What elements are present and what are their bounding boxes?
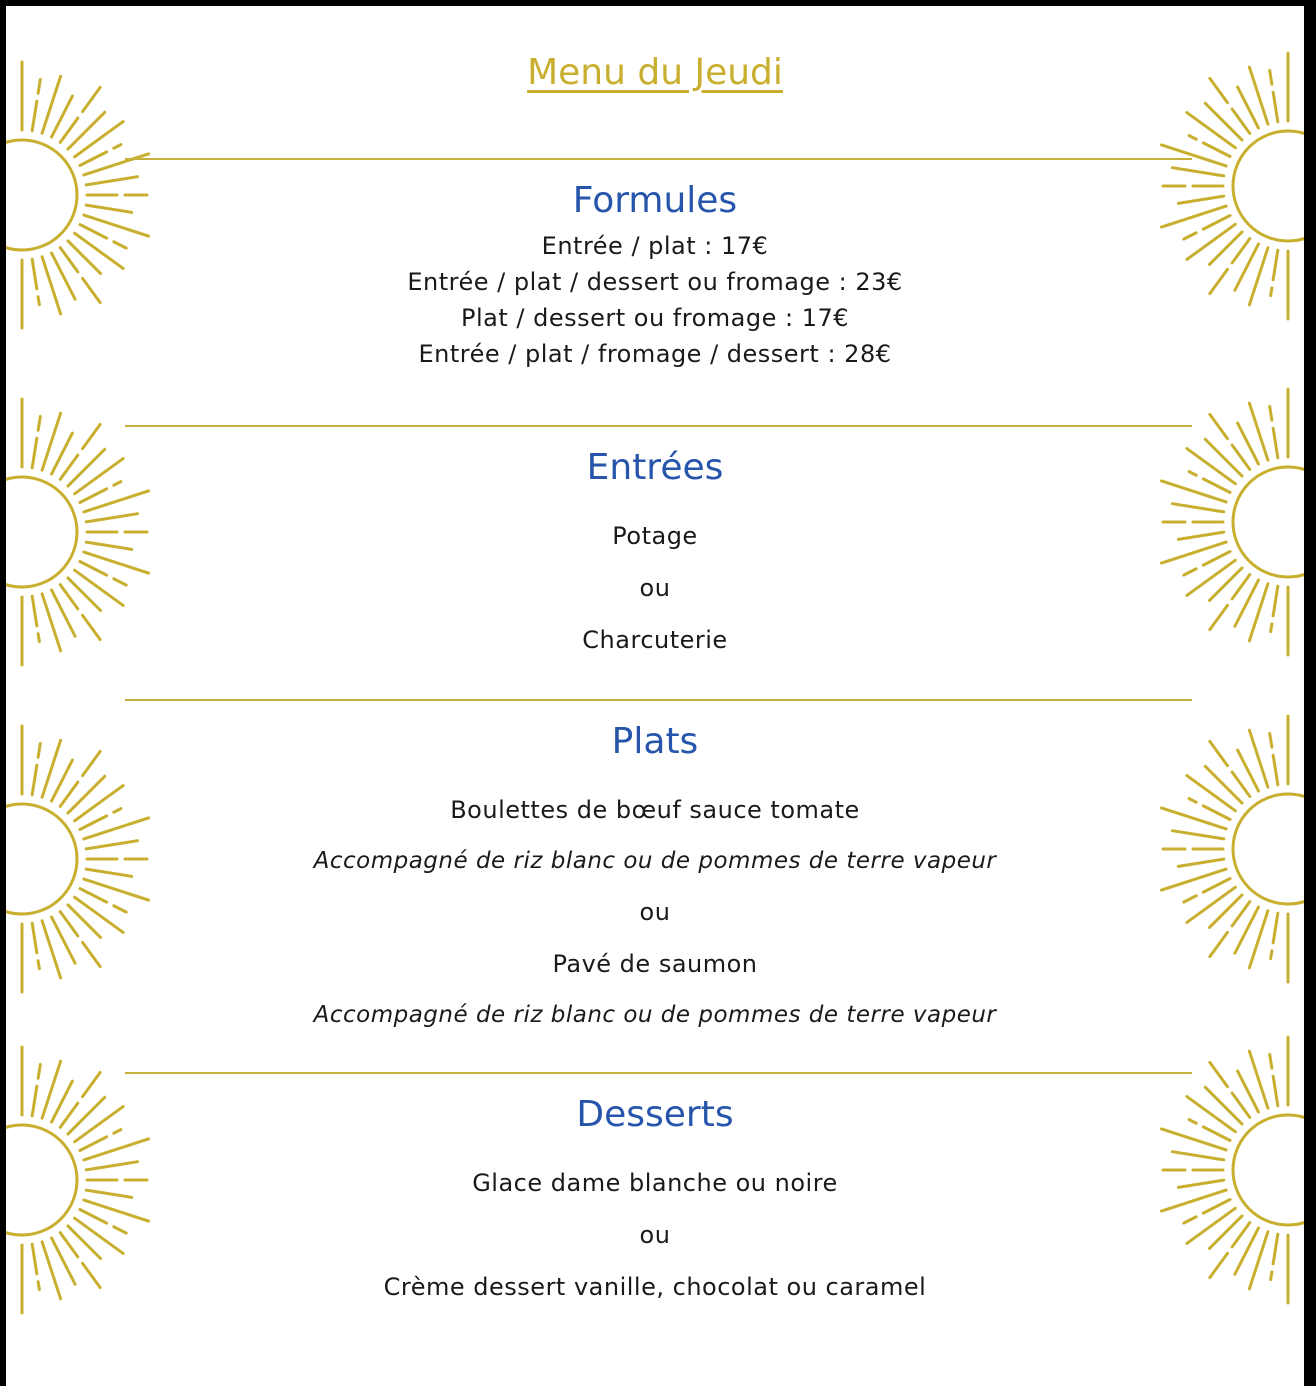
dessert-item: Crème dessert vanille, chocolat ou caramel bbox=[383, 1273, 927, 1301]
divider bbox=[125, 158, 1192, 160]
separator-ou: ou bbox=[639, 898, 671, 926]
entree-item: Charcuterie bbox=[582, 626, 728, 654]
divider bbox=[125, 699, 1192, 701]
menu-page bbox=[6, 6, 1304, 1386]
plat-accompaniment: Accompagné de riz blanc ou de pommes de terre vapeur bbox=[313, 1002, 997, 1028]
formule-line: Plat / dessert ou fromage : 17€ bbox=[460, 304, 849, 332]
dessert-item: Glace dame blanche ou noire bbox=[472, 1169, 838, 1197]
plat-accompaniment: Accompagné de riz blanc ou de pommes de terre vapeur bbox=[313, 848, 997, 874]
entree-item: Potage bbox=[612, 522, 698, 550]
entrees-heading: Entrées bbox=[586, 447, 724, 488]
desserts-heading: Desserts bbox=[576, 1094, 734, 1135]
plats-heading: Plats bbox=[611, 721, 699, 762]
separator-ou: ou bbox=[639, 574, 671, 602]
menu-title: Menu du Jeudi bbox=[527, 52, 783, 93]
formule-line: Entrée / plat : 17€ bbox=[541, 232, 769, 260]
divider bbox=[125, 425, 1192, 427]
formule-line: Entrée / plat / dessert ou fromage : 23€ bbox=[407, 268, 903, 296]
divider bbox=[125, 1072, 1192, 1074]
plat-item: Pavé de saumon bbox=[552, 950, 758, 978]
plat-item: Boulettes de bœuf sauce tomate bbox=[450, 796, 860, 824]
formules-heading: Formules bbox=[572, 180, 738, 221]
formule-line: Entrée / plat / fromage / dessert : 28€ bbox=[418, 340, 892, 368]
separator-ou: ou bbox=[639, 1221, 671, 1249]
